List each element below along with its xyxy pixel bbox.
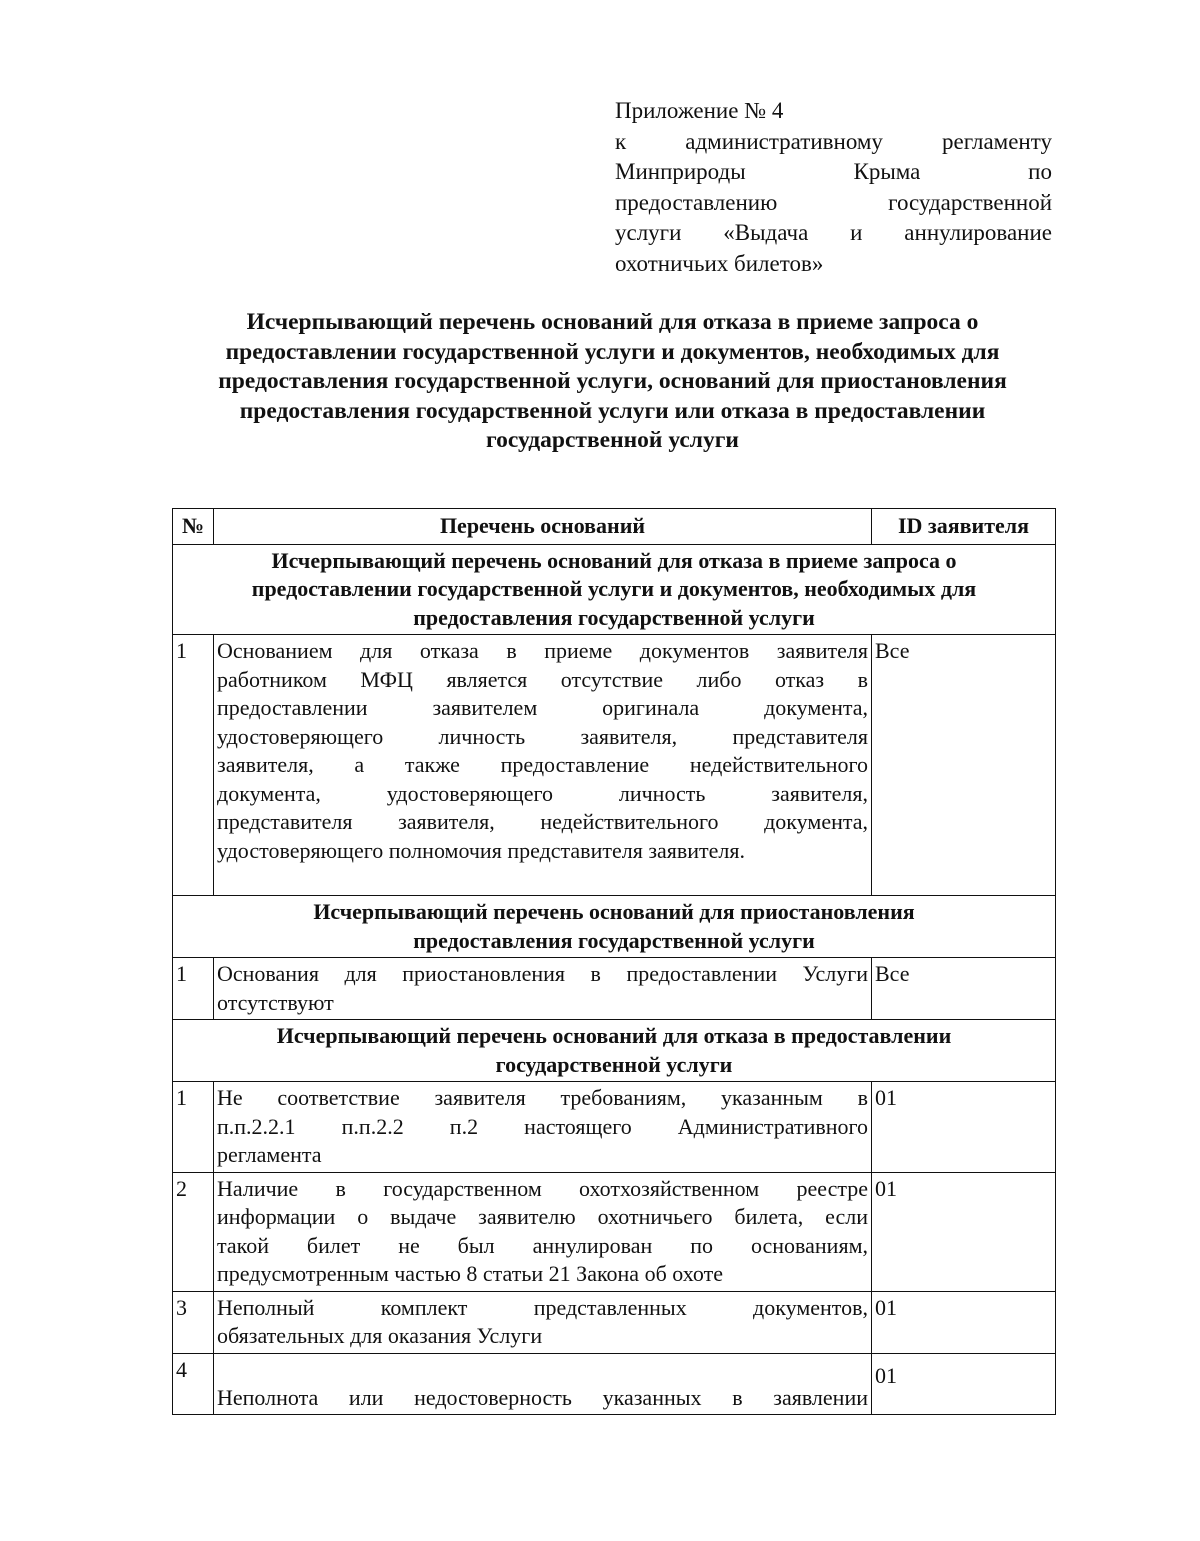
section-heading-line: Исчерпывающий перечень оснований для отказа в предоставлении [276,1023,952,1048]
row-text-line: Наличие в государственном охотхозяйственном реестре [217,1175,868,1201]
row-text-line: Основанием для отказа в приеме документов заявителя [217,638,868,663]
row-text [214,1082,872,1173]
row-applicant-id: Все [872,635,1056,896]
row-text-line: регламента [217,1142,322,1167]
row-applicant-id: 01 [872,1291,1056,1353]
row-text-line: работником МФЦ является отсутствие либо отказ в [217,666,868,692]
appendix-line: охотничьих билетов» [615,250,824,276]
title-line: государственной услуги [486,427,739,453]
row-text-line: Не соответствие заявителя требованиям, указанным в [217,1085,868,1110]
section-heading-row [173,544,1056,635]
header-number: № [173,509,214,545]
row-number: 4 [173,1353,214,1415]
row-text-line: Неполнота или недостоверность указанных в заявлении [217,1384,868,1410]
section-heading-row [173,1020,1056,1082]
title-line: Исчерпывающий перечень оснований для отказа в приеме запроса о [246,309,979,335]
row-text-line: заявителя, а также предоставление недействительного [217,752,868,777]
appendix-block [615,96,1052,279]
table-row [173,1353,1056,1415]
appendix-line: Минприроды Крыма по [615,159,1052,184]
appendix-line: к административному регламенту [615,128,1052,154]
section-heading-line: предоставления государственной услуги [413,927,815,953]
row-text [214,635,872,896]
grounds-table [172,508,1056,1415]
row-text-line: предоставлении заявителем оригинала документа, [217,695,868,720]
section-heading-line: Исчерпывающий перечень оснований для приостановления [313,899,915,924]
row-text [214,958,872,1020]
row-number: 1 [173,958,214,1020]
row-text-line: отсутствуют [217,989,334,1015]
appendix-line: Приложение № 4 [615,98,784,123]
header-grounds: Перечень оснований [214,509,872,545]
section-heading-line: Исчерпывающий перечень оснований для отказа в приеме запроса о [271,547,957,573]
row-text-line: такой билет не был аннулирован по основаниям, [217,1232,868,1258]
row-text [214,1353,872,1415]
row-text-line: удостоверяющего личность заявителя, представителя [217,723,868,749]
table-row [173,1082,1056,1173]
row-applicant-id: 01 [872,1082,1056,1173]
table-row [173,958,1056,1020]
row-number: 3 [173,1291,214,1353]
section-heading-line: государственной услуги [495,1051,733,1077]
row-text-line: предусмотренным частью 8 статьи 21 Закона об охоте [217,1261,723,1286]
row-number: 1 [173,635,214,896]
row-number: 2 [173,1172,214,1291]
appendix-line: предоставлению государственной [615,189,1052,215]
table-row [173,1291,1056,1353]
title-line: предоставления государственной услуги, оснований для приостановления [218,368,1007,394]
row-number: 1 [173,1082,214,1173]
title-line: предоставлении государственной услуги и документов, необходимых для [225,338,1000,365]
section-heading [173,544,1056,635]
row-text-line: Неполный комплект представленных документов, [217,1294,868,1320]
row-spacer [217,1356,868,1384]
section-heading [173,1020,1056,1082]
row-text-line: обязательных для оказания Услуги [217,1323,543,1348]
section-heading [173,896,1056,958]
row-text [214,1172,872,1291]
section-heading-line: предоставления государственной услуги [413,604,815,630]
section-heading-row [173,896,1056,958]
header-applicant-id: ID заявителя [872,509,1056,545]
appendix-line: услуги «Выдача и аннулирование [615,220,1052,245]
row-text-line: Основания для приостановления в предоставлении Услуги [217,961,868,986]
table-row [173,635,1056,896]
row-applicant-id: 01 [872,1172,1056,1291]
row-applicant-id: Все [872,958,1056,1020]
document-title [150,308,1075,456]
row-applicant-id: 01 [872,1353,1056,1415]
row-text-line: представителя заявителя, недействительного документа, [217,809,868,834]
table-header-row [173,509,1056,545]
row-text-line: документа, удостоверяющего личность заявителя, [217,780,868,806]
title-line: предоставления государственной услуги или отказа в предоставлении [239,397,986,424]
row-text-line: удостоверяющего полномочия представителя заявителя. [217,837,746,863]
row-text-line: информации о выдаче заявителю охотничьего билета, если [217,1204,868,1229]
row-text [214,1291,872,1353]
table-row [173,1172,1056,1291]
row-spacer [217,865,868,893]
row-text-line: п.п.2.2.1 п.п.2.2 п.2 настоящего Административного [217,1113,868,1139]
section-heading-line: предоставлении государственной услуги и документов, необходимых для [251,576,977,601]
